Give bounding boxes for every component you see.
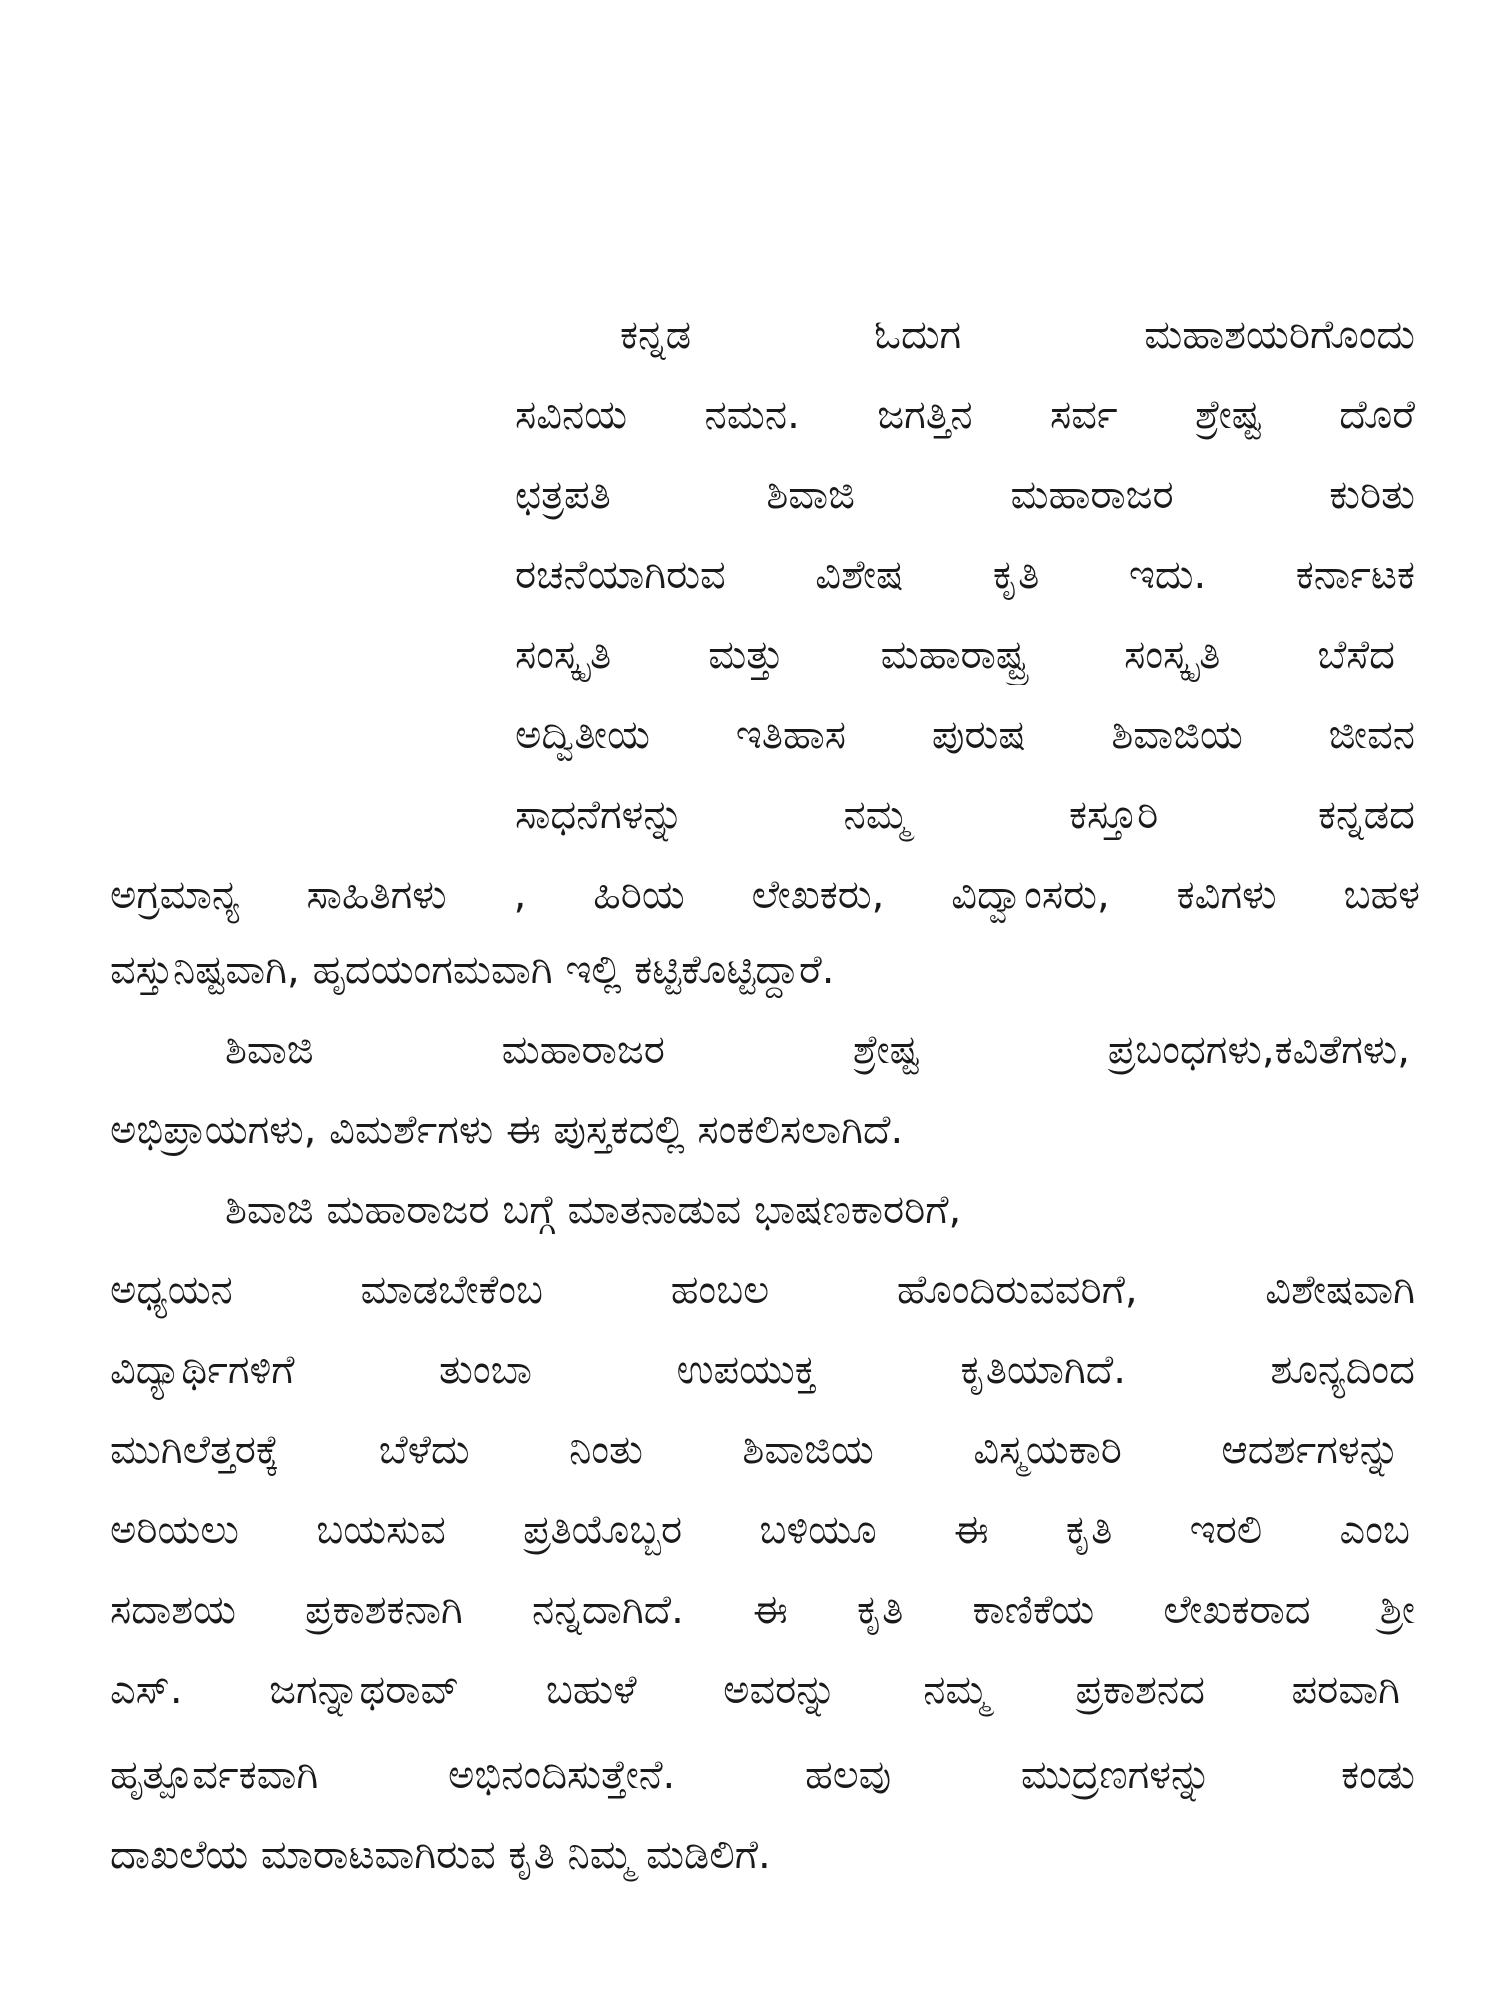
text-line: ಸದಾಶಯ ಪ್ರಕಾಶಕನಾಗಿ ನನ್ನದಾಗಿದೆ. ಈ ಕೃತಿ ಕಾಣಿಕೆಯ ಲೇಖಕರಾದ ಶ್ರೀ [110, 1587, 1415, 1633]
text-line: ವಸ್ತುನಿಷ್ಟವಾಗಿ, ಹೃದಯಂಗಮವಾಗಿ ಇಲ್ಲಿ ಕಟ್ಟಿಕೊಟ್ಟಿದ್ದಾರೆ. [110, 947, 835, 993]
text-line: ಶಿವಾಜಿ ಮಹಾರಾಜರ ಬಗ್ಗೆ ಮಾತನಾಡುವ ಭಾಷಣಕಾರರಿಗೆ, [225, 1187, 962, 1233]
text-line: ಶಿವಾಜಿ ಮಹಾರಾಜರ ಶ್ರೇಷ್ಟ ಪ್ರಬಂಧಗಳು,ಕವಿತೆಗಳು, [225, 1027, 1410, 1073]
text-line: ದಾಖಲೆಯ ಮಾರಾಟವಾಗಿರುವ ಕೃತಿ ನಿಮ್ಮ ಮಡಿಲಿಗೆ. [110, 1832, 771, 1878]
text-line: ಎಸ್. ಜಗನ್ನಾಥರಾವ್ ಬಹುಳೆ ಅವರನ್ನು ನಮ್ಮ ಪ್ರಕಾಶನದ ಪರವಾಗಿ [110, 1667, 1400, 1713]
text-line: ಕನ್ನಡ ಓದುಗ ಮಹಾಶಯರಿಗೊಂದು [620, 312, 1415, 358]
text-line: ಸಂಸ್ಕೃತಿ ಮತ್ತು ಮಹಾರಾಷ್ಟ್ರ ಸಂಸ್ಕೃತಿ ಬೆಸೆದ [515, 632, 1395, 678]
text-line: ವಿದ್ಯಾರ್ಥಿಗಳಿಗೆ ತುಂಬಾ ಉಪಯುಕ್ತ ಕೃತಿಯಾಗಿದೆ. ಶೂನ್ಯದಿಂದ [110, 1347, 1415, 1393]
text-line: ಹೃತ್ಪೂರ್ವಕವಾಗಿ ಅಭಿನಂದಿಸುತ್ತೇನೆ. ಹಲವು ಮುದ್ರಣಗಳನ್ನು ಕಂಡು [110, 1752, 1415, 1798]
text-line: ಮುಗಿಲೆತ್ತರಕ್ಕೆ ಬೆಳೆದು ನಿಂತು ಶಿವಾಜಿಯ ವಿಸ್ಮಯಕಾರಿ ಆದರ್ಶಗಳನ್ನು [110, 1427, 1400, 1473]
text-line: ಅಧ್ಯಯನ ಮಾಡಬೇಕೆಂಬ ಹಂಬಲ ಹೊಂದಿರುವವರಿಗೆ, ವಿಶೇಷವಾಗಿ [110, 1267, 1415, 1313]
text-line: ಅರಿಯಲು ಬಯಸುವ ಪ್ರತಿಯೊಬ್ಬರ ಬಳಿಯೂ ಈ ಕೃತಿ ಇರಲಿ ಎಂಬ [110, 1507, 1410, 1553]
text-line: ರಚನೆಯಾಗಿರುವ ವಿಶೇಷ ಕೃತಿ ಇದು. ಕರ್ನಾಟಕ [515, 552, 1415, 598]
text-line: ಸಾಧನೆಗಳನ್ನು ನಮ್ಮ ಕಸ್ತೂರಿ ಕನ್ನಡದ [515, 792, 1415, 838]
text-line: ಅಗ್ರಮಾನ್ಯ ಸಾಹಿತಿಗಳು , ಹಿರಿಯ ಲೇಖಕರು, ವಿದ್ವಾಂಸರು, ಕವಿಗಳು ಬಹಳ [110, 872, 1420, 918]
text-line: ಸವಿನಯ ನಮನ. ಜಗತ್ತಿನ ಸರ್ವ ಶ್ರೇಷ್ಟ ದೊರೆ [515, 392, 1415, 438]
text-line: ಅಭಿಪ್ರಾಯಗಳು, ವಿಮರ್ಶೆಗಳು ಈ ಪುಸ್ತಕದಲ್ಲಿ ಸಂಕಲಿಸಲಾಗಿದೆ. [110, 1107, 904, 1153]
text-line: ಅದ್ವಿತೀಯ ಇತಿಹಾಸ ಪುರುಷ ಶಿವಾಜಿಯ ಜೀವನ [515, 712, 1415, 758]
text-line: ಛತ್ರಪತಿ ಶಿವಾಜಿ ಮಹಾರಾಜರ ಕುರಿತು [515, 472, 1415, 518]
